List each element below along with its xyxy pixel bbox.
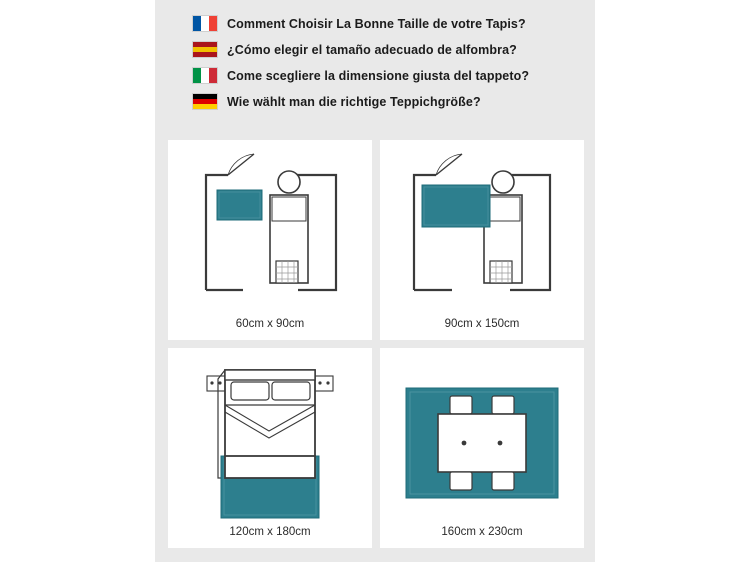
title-row-es bbox=[192, 40, 572, 59]
title-text-de: Wie wählt man die richtige Teppichgröße? bbox=[227, 94, 481, 109]
rug-size-card-90x150[interactable] bbox=[380, 140, 584, 340]
rug-size-card-160x230[interactable] bbox=[380, 348, 584, 548]
diagram-bedroom-side-rug-small bbox=[168, 140, 372, 340]
title-text-es: ¿Cómo elegir el tamaño adecuado de alfombra? bbox=[227, 42, 517, 57]
rug-size-card-120x180[interactable] bbox=[168, 348, 372, 548]
flag-italy-icon bbox=[192, 67, 218, 84]
card-caption-160x230: 160cm x 230cm bbox=[441, 526, 523, 538]
flag-france-icon bbox=[192, 15, 218, 32]
title-list bbox=[192, 14, 572, 118]
diagram-dining-table-rug bbox=[380, 348, 584, 548]
title-row-de bbox=[192, 92, 572, 111]
diagram-bedroom-foot-rug bbox=[168, 348, 372, 548]
diagram-bedroom-side-rug-medium bbox=[380, 140, 584, 340]
card-caption-60x90: 60cm x 90cm bbox=[235, 318, 305, 330]
title-text-fr: Comment Choisir La Bonne Taille de votre Tapis? bbox=[227, 16, 526, 31]
title-row-it bbox=[192, 66, 572, 85]
title-row-fr bbox=[192, 14, 572, 33]
flag-spain-icon bbox=[192, 41, 218, 58]
card-caption-120x180: 120cm x 180cm bbox=[229, 526, 311, 538]
flag-germany-icon bbox=[192, 93, 218, 110]
rug-size-card-60x90[interactable] bbox=[168, 140, 372, 340]
title-text-it: Come scegliere la dimensione giusta del tappeto? bbox=[227, 68, 530, 83]
card-caption-90x150: 90cm x 150cm bbox=[444, 318, 520, 330]
